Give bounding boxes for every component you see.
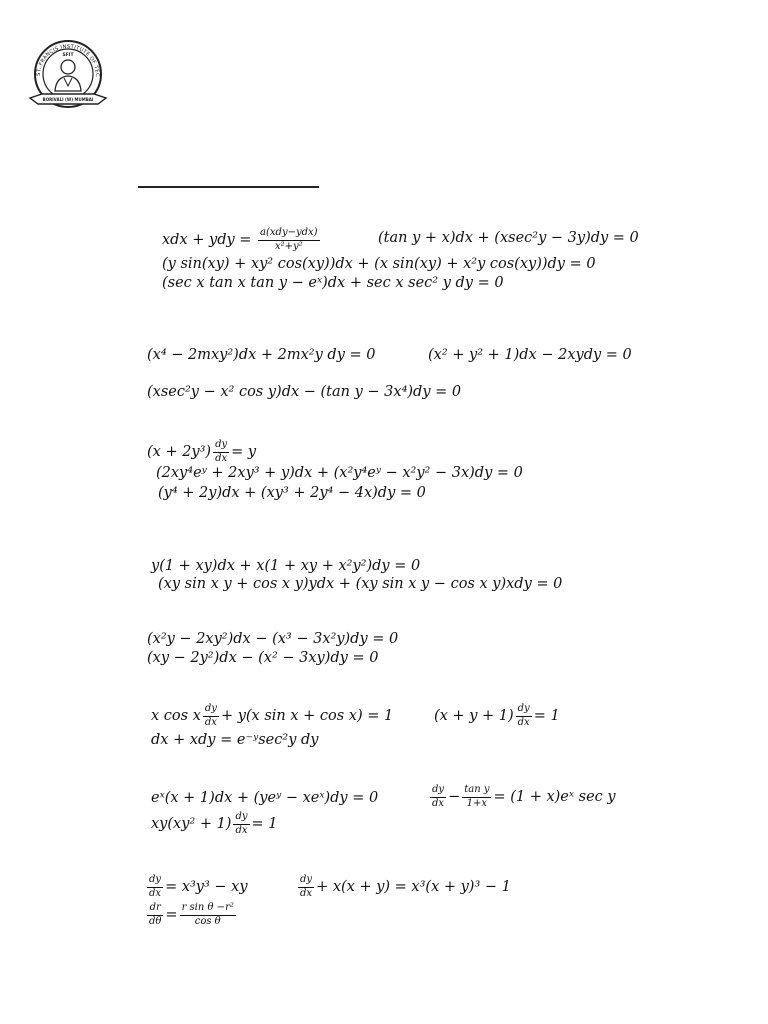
equation-7: (xsec²y − x² cos y)dx − (tan y − 3x⁴)dy = 0 xyxy=(147,384,462,400)
equation-23: $\frac{dr}{d\theta}$ = $\frac{\text{r sin θ −r²}}{\text{cos θ}}$ xyxy=(149,902,234,927)
equation-9: (2xy⁴eʸ + 2xy³ + y)dx + (x²y⁴eʸ − x²y² − 3x)dy = 0 xyxy=(156,465,523,481)
equation-21: $\frac{dy}{dx}$ = x³y³ − xy xyxy=(149,874,248,899)
fraction: $\frac{\text{a(xdy−ydx)}}{\text{x²+y²}}$ xyxy=(260,227,318,252)
fraction: $\frac{\text{r sin θ −r²}}{\text{cos θ}}$ xyxy=(181,902,234,927)
equation-1: xdx + ydy = $\frac{\text{a(xdy−ydx)}}{\text{x²+y²}}$ xyxy=(162,227,318,252)
equation-14: (xy − 2y²)dx − (x² − 3xy)dy = 0 xyxy=(147,650,379,666)
equation-3: (y sin(xy) + xy² cos(xy))dx + (x sin(xy) + x²y cos(xy))dy = 0 xyxy=(162,256,596,272)
fraction: $\frac{dy}{dx}$ xyxy=(235,811,248,836)
equation-17: dx + xdy = e⁻ʸsec²y dy xyxy=(151,732,319,748)
fraction: $\frac{dy}{dx}$ xyxy=(215,439,228,464)
seal-banner-text: BORIVALI (W) MUMBAI xyxy=(42,97,94,103)
seal-badge-text: SFIT xyxy=(62,53,74,58)
equation-10: (y⁴ + 2y)dx + (xy³ + 2y⁴ − 4x)dy = 0 xyxy=(158,485,426,501)
institute-seal-icon xyxy=(26,36,110,116)
fraction: $\frac{dy}{dx}$ xyxy=(432,784,445,809)
fraction: $\frac{dy}{dx}$ xyxy=(300,874,313,899)
equation-15: x cos x $\frac{dy}{dx}$ + y(x sin x + cos x) = 1 xyxy=(151,703,394,728)
seal-ring-text: ST. FRANCIS INSTITUTE OF TEC xyxy=(35,43,101,78)
header-rule xyxy=(138,186,319,188)
equation-5: (x⁴ − 2mxy²)dx + 2mx²y dy = 0 xyxy=(147,347,376,363)
fraction: $\frac{dr}{d\theta}$ xyxy=(149,902,162,927)
equation-20: xy(xy² + 1) $\frac{dy}{dx}$ = 1 xyxy=(151,811,278,836)
fraction: $\frac{dy}{dx}$ xyxy=(204,703,217,728)
equation-18: eˣ(x + 1)dx + (yeʸ − xeˣ)dy = 0 xyxy=(151,790,379,806)
equation-11: y(1 + xy)dx + x(1 + xy + x²y²)dy = 0 xyxy=(151,558,421,574)
fraction: $\frac{dy}{dx}$ xyxy=(149,874,162,899)
equation-4: (sec x tan x tan y − eˣ)dx + sec x sec² y dy = 0 xyxy=(162,275,504,291)
fraction: $\frac{dy}{dx}$ xyxy=(517,703,530,728)
equation-13: (x²y − 2xy²)dx − (x³ − 3x²y)dy = 0 xyxy=(147,631,399,647)
institute-logo xyxy=(26,36,110,116)
equation-2: (tan y + x)dx + (xsec²y − 3y)dy = 0 xyxy=(378,230,639,246)
equation-6: (x² + y² + 1)dx − 2xydy = 0 xyxy=(428,347,632,363)
fraction: $\frac{\text{tan y}}{1+x}$ xyxy=(464,784,490,809)
equation-8: (x + 2y³) $\frac{dy}{dx}$ = y xyxy=(147,439,257,464)
equation-22: $\frac{dy}{dx}$ + x(x + y) = x³(x + y)³ − 1 xyxy=(300,874,511,899)
equation-16: (x + y + 1) $\frac{dy}{dx}$ = 1 xyxy=(434,703,560,728)
equation-12: (xy sin x y + cos x y)ydx + (xy sin x y − cos x y)xdy = 0 xyxy=(158,576,563,592)
equation-19: $\frac{dy}{dx}$ − $\frac{\text{tan y}}{1+x}$ = (1 + x)eˣ sec y xyxy=(432,784,616,809)
